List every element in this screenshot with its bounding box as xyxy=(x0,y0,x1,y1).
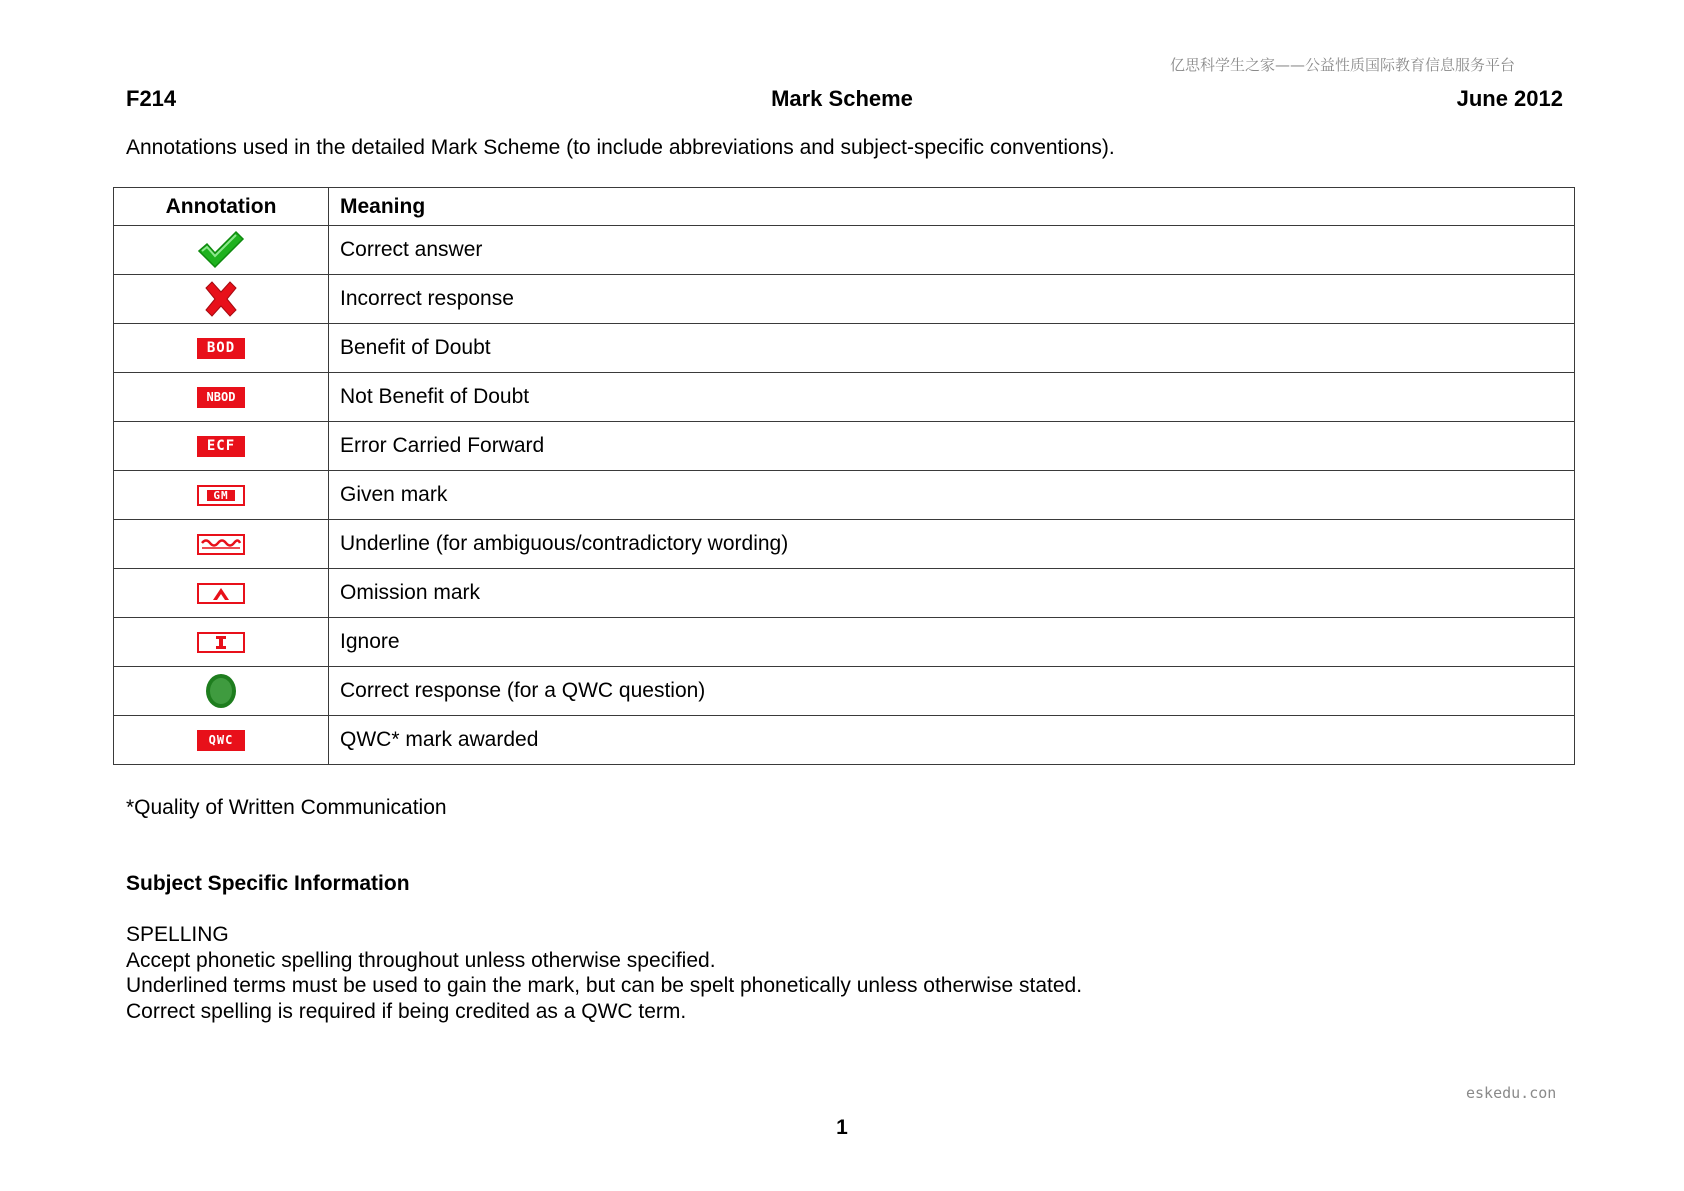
wavy-underline-icon xyxy=(197,534,245,555)
table-row xyxy=(114,226,1575,275)
meaning-cell: Correct response (for a QWC question) xyxy=(329,667,1575,716)
table-row xyxy=(114,422,1575,471)
spelling-heading: SPELLING xyxy=(126,923,229,946)
column-header-meaning: Meaning xyxy=(329,188,1575,226)
spelling-line: Accept phonetic spelling throughout unless otherwise specified. xyxy=(126,948,716,972)
document-title: Mark Scheme xyxy=(771,86,913,111)
meaning-cell: Ignore xyxy=(329,618,1575,667)
meaning-cell: Not Benefit of Doubt xyxy=(329,373,1575,422)
meaning-cell: Given mark xyxy=(329,471,1575,520)
meaning-cell: Incorrect response xyxy=(329,275,1575,324)
table-row xyxy=(114,324,1575,373)
document-date: June 2012 xyxy=(1456,86,1563,111)
ecf-icon: ECF xyxy=(197,436,245,457)
caret-omission-icon xyxy=(197,583,245,604)
meaning-cell: Correct answer xyxy=(329,226,1575,275)
footnote: *Quality of Written Communication xyxy=(126,796,447,819)
intro-text: Annotations used in the detailed Mark Scheme (to include abbreviations and subject-specific conventions). xyxy=(126,136,1115,159)
table-row xyxy=(114,569,1575,618)
meaning-cell: Benefit of Doubt xyxy=(329,324,1575,373)
spelling-line: Correct spelling is required if being credited as a QWC term. xyxy=(126,999,687,1023)
page-number: 1 xyxy=(836,1116,848,1139)
meaning-cell: Omission mark xyxy=(329,569,1575,618)
nbod-icon: NBOD xyxy=(197,387,245,408)
ignore-icon xyxy=(197,632,245,653)
tick-icon xyxy=(196,229,246,271)
meaning-cell: Underline (for ambiguous/contradictory wording) xyxy=(329,520,1575,569)
document-code: F214 xyxy=(126,86,177,111)
bod-icon: BOD xyxy=(197,338,245,359)
table-row xyxy=(114,373,1575,422)
table-row xyxy=(114,618,1575,667)
table-row xyxy=(114,275,1575,324)
watermark-bottom: eskedu.con xyxy=(1466,1084,1557,1102)
cross-icon xyxy=(202,281,240,317)
gm-icon: GM xyxy=(197,485,245,506)
qwc-icon: QWC xyxy=(197,730,245,751)
table-row xyxy=(114,520,1575,569)
spelling-line: Underlined terms must be used to gain the mark, but can be spelt phonetically unless otherwise stated. xyxy=(126,974,1083,997)
watermark-top: 亿思科学生之家——公益性质国际教育信息服务平台 xyxy=(1170,56,1516,74)
table-row xyxy=(114,471,1575,520)
green-oval-icon xyxy=(203,671,239,711)
table-row xyxy=(114,716,1575,765)
section-title: Subject Specific Information xyxy=(126,872,410,895)
annotations-table xyxy=(113,187,1575,765)
table-row xyxy=(114,667,1575,716)
table-header-row xyxy=(114,188,1575,226)
meaning-cell: QWC* mark awarded xyxy=(329,716,1575,765)
column-header-annotation: Annotation xyxy=(114,188,329,226)
spelling-section xyxy=(126,922,1082,1024)
meaning-cell: Error Carried Forward xyxy=(329,422,1575,471)
